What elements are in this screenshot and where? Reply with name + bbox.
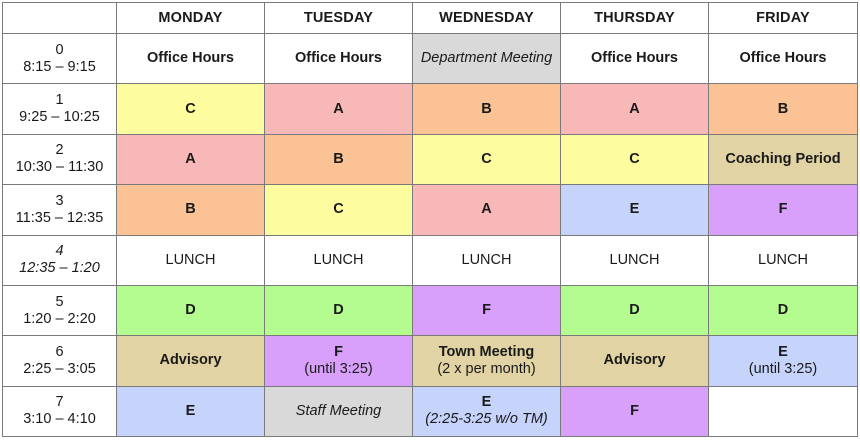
- cell-note: (2:25-3:25 w/o TM): [425, 411, 548, 428]
- period-time: 9:25 – 10:25: [19, 109, 100, 126]
- schedule-cell-friday: [709, 336, 858, 386]
- cell-label: B: [185, 201, 196, 218]
- cell-label: D: [777, 302, 789, 319]
- cell-label: E: [778, 343, 788, 360]
- period-label: [3, 134, 117, 184]
- period-row: [3, 84, 858, 134]
- schedule-cell-wednesday: [413, 235, 561, 285]
- cell-label: F: [630, 402, 639, 419]
- cell-label: A: [629, 100, 640, 117]
- schedule-cell-monday: [117, 336, 265, 386]
- cell-label: C: [185, 100, 196, 117]
- period-row: [3, 185, 858, 235]
- day-header-thursday: THURSDAY: [561, 3, 709, 34]
- period-row: [3, 134, 858, 184]
- cell-label: LUNCH: [313, 251, 364, 268]
- schedule-cell-thursday: [561, 134, 709, 184]
- cell-label: Town Meeting: [438, 343, 535, 360]
- schedule-cell-wednesday: [413, 285, 561, 335]
- day-header-friday: FRIDAY: [709, 3, 858, 34]
- schedule-cell-tuesday: [265, 34, 413, 84]
- schedule-cell-tuesday: [265, 84, 413, 134]
- day-header-tuesday: TUESDAY: [265, 3, 413, 34]
- period-time: 3:10 – 4:10: [23, 411, 96, 428]
- period-number: 7: [55, 394, 64, 411]
- schedule-cell-wednesday: [413, 386, 561, 436]
- cell-label: F: [778, 201, 788, 218]
- cell-label: E: [629, 201, 640, 218]
- schedule-cell-friday: [709, 134, 858, 184]
- period-number: 3: [55, 192, 64, 209]
- cell-label: F: [334, 343, 343, 360]
- period-number: 2: [55, 142, 64, 159]
- schedule-cell-tuesday: [265, 336, 413, 386]
- cell-label: Advisory: [159, 352, 222, 369]
- schedule-cell-monday: [117, 235, 265, 285]
- period-label: [3, 235, 117, 285]
- cell-label: Advisory: [603, 352, 666, 369]
- schedule-cell-friday: [709, 285, 858, 335]
- period-label: [3, 84, 117, 134]
- schedule-cell-tuesday: [265, 285, 413, 335]
- period-number: 4: [55, 243, 64, 260]
- cell-label: Office Hours: [146, 50, 234, 67]
- cell-label: LUNCH: [609, 251, 660, 268]
- schedule-cell-thursday: [561, 386, 709, 436]
- schedule-cell-monday: [117, 84, 265, 134]
- schedule-cell-friday: [709, 84, 858, 134]
- schedule-cell-friday: [709, 185, 858, 235]
- period-time: 10:30 – 11:30: [15, 159, 104, 176]
- day-header-wednesday: WEDNESDAY: [413, 3, 561, 34]
- schedule-cell-thursday: [561, 235, 709, 285]
- schedule-cell-tuesday: [265, 235, 413, 285]
- schedule-cell-monday: [117, 285, 265, 335]
- header-row: [3, 3, 858, 34]
- period-number: 5: [55, 293, 64, 310]
- period-label: [3, 34, 117, 84]
- cell-label: Office Hours: [739, 50, 827, 67]
- schedule-cell-wednesday: [413, 134, 561, 184]
- period-number: 1: [55, 92, 64, 109]
- period-label: [3, 336, 117, 386]
- period-number: 0: [55, 41, 64, 58]
- cell-label: A: [185, 150, 196, 167]
- schedule-cell-friday: [709, 386, 858, 436]
- period-time: 8:15 – 9:15: [23, 58, 96, 75]
- cell-label: Coaching Period: [725, 150, 841, 167]
- period-row: [3, 235, 858, 285]
- cell-label: A: [481, 201, 492, 218]
- cell-label: Department Meeting: [420, 50, 553, 67]
- schedule-cell-friday: [709, 235, 858, 285]
- cell-note: (until 3:25): [304, 360, 373, 377]
- cell-label: A: [333, 100, 344, 117]
- period-row: [3, 285, 858, 335]
- cell-label: C: [481, 150, 492, 167]
- period-label: [3, 185, 117, 235]
- cell-label: LUNCH: [165, 251, 216, 268]
- period-number: 6: [55, 343, 64, 360]
- cell-note: (2 x per month): [437, 360, 536, 377]
- period-row: [3, 336, 858, 386]
- schedule-cell-tuesday: [265, 386, 413, 436]
- schedule-cell-thursday: [561, 285, 709, 335]
- schedule-cell-wednesday: [413, 185, 561, 235]
- cell-label: LUNCH: [758, 251, 808, 268]
- period-time: 1:20 – 2:20: [23, 310, 96, 327]
- period-label: [3, 386, 117, 436]
- cell-label: B: [481, 100, 492, 117]
- cell-label: D: [185, 302, 196, 319]
- cell-label: B: [777, 100, 789, 117]
- schedule-cell-wednesday: [413, 336, 561, 386]
- period-row: [3, 386, 858, 436]
- period-row: [3, 34, 858, 84]
- cell-label: D: [629, 302, 640, 319]
- cell-label: C: [333, 201, 344, 218]
- schedule-cell-tuesday: [265, 185, 413, 235]
- period-time: 12:35 – 1:20: [19, 260, 100, 277]
- corner-cell: [3, 3, 117, 34]
- schedule-cell-thursday: [561, 34, 709, 84]
- cell-label: E: [185, 402, 196, 419]
- schedule-cell-monday: [117, 34, 265, 84]
- schedule-cell-thursday: [561, 84, 709, 134]
- schedule-cell-monday: [117, 386, 265, 436]
- schedule-cell-wednesday: [413, 34, 561, 84]
- period-time: 2:25 – 3:05: [23, 360, 96, 377]
- schedule-body: [3, 34, 858, 437]
- period-time: 11:35 – 12:35: [15, 209, 104, 226]
- cell-label: Office Hours: [590, 50, 678, 67]
- schedule-table: [2, 2, 858, 437]
- cell-label: Office Hours: [294, 50, 382, 67]
- schedule-cell-thursday: [561, 185, 709, 235]
- cell-label: Staff Meeting: [295, 402, 382, 419]
- schedule-cell-wednesday: [413, 84, 561, 134]
- cell-label: D: [333, 302, 344, 319]
- schedule-cell-thursday: [561, 336, 709, 386]
- cell-label: LUNCH: [461, 251, 512, 268]
- schedule-cell-monday: [117, 185, 265, 235]
- cell-label: F: [482, 302, 491, 319]
- schedule-cell-tuesday: [265, 134, 413, 184]
- cell-label: B: [333, 150, 344, 167]
- cell-label: E: [481, 394, 492, 411]
- day-header-monday: MONDAY: [117, 3, 265, 34]
- schedule-cell-friday: [709, 34, 858, 84]
- period-label: [3, 285, 117, 335]
- cell-note: (until 3:25): [748, 360, 818, 377]
- cell-label: C: [629, 150, 640, 167]
- schedule-cell-monday: [117, 134, 265, 184]
